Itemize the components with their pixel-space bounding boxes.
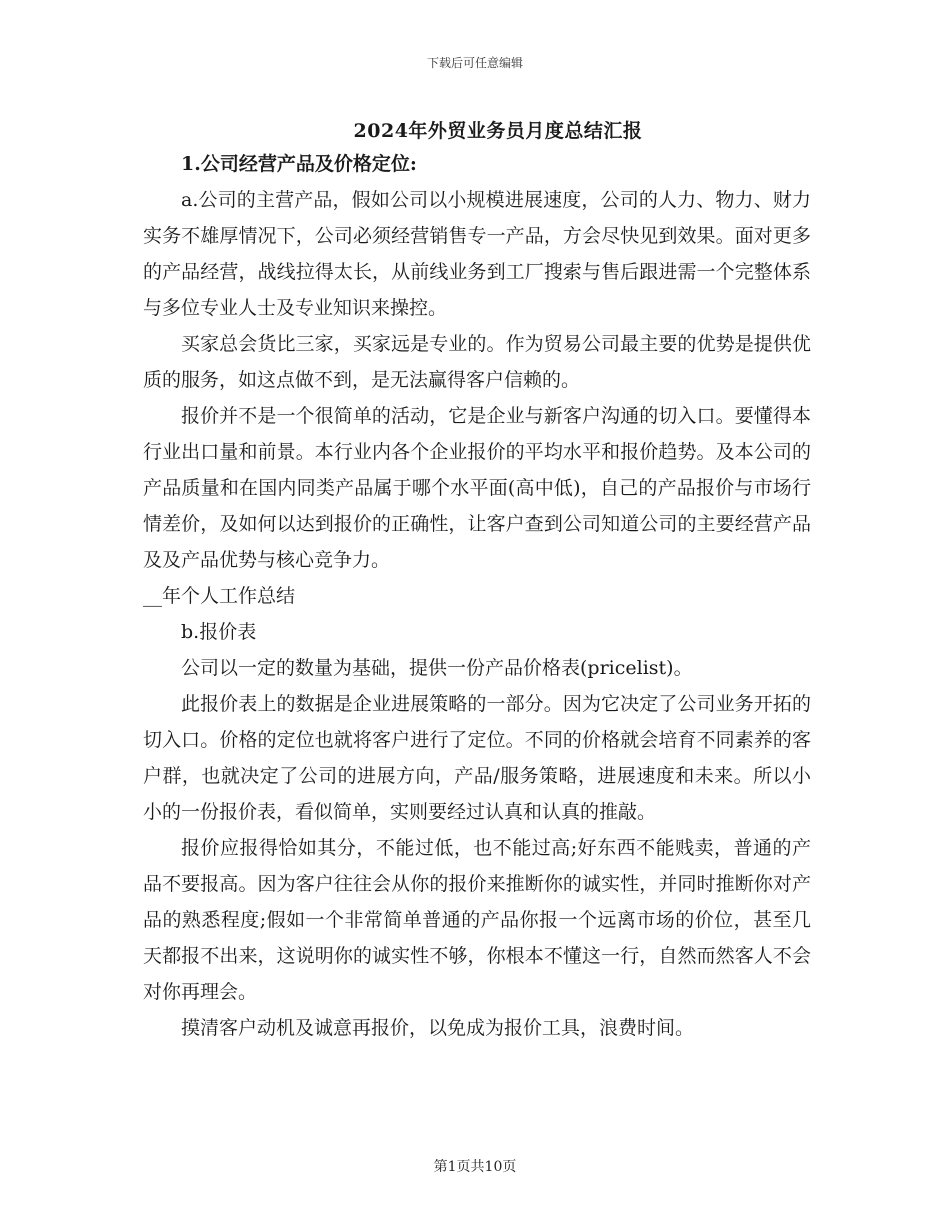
paragraph-price-list-strategy: 此报价表上的数据是企业进展策略的一部分。因为它决定了公司业务开拓的切入口。价格的定位也就将客户进行了定位。不同的价格就会培育不同素养的客户群，也就决定了公司的进展方向，产品/服务策略，进展速度和未来。所以小小的一份报价表，看似简单，实则要经过认真和认真的推敲。 xyxy=(143,693,811,823)
paragraph-quotation: 报价并不是一个很简单的活动，它是企业与新客户沟通的切入口。要懂得本行业出口量和前景。本行业内各个企业报价的平均水平和报价趋势。及本公司的产品质量和在国内同类产品属于哪个水平面(高中低)，自己的产品报价与市场行情差价，及如何以达到报价的正确性，让客户查到公司知道公司的主要经营产品及及产品优势与核心竞争力。 xyxy=(143,405,811,571)
paragraph-price-list-heading: b.报价表 xyxy=(181,621,257,643)
paragraph-summary-link: __年个人工作总结 xyxy=(143,585,296,607)
section-heading: 1.公司经营产品及价格定位: xyxy=(181,153,417,175)
document-title: 2024年外贸业务员月度总结汇报 xyxy=(353,120,643,142)
page-footer: 第1页共10页 xyxy=(433,1159,517,1175)
paragraph-price-list-intro: 公司以一定的数量为基础，提供一份产品价格表(pricelist)。 xyxy=(181,657,693,679)
paragraph-main-products: a.公司的主营产品，假如公司以小规模进展速度，公司的人力、物力、财力实务不雄厚情况下，公司必须经营销售专一产品，方会尽快见到效果。面对更多的产品经营，战线拉得太长，从前线业务到工厂搜索与售后跟进需一个完整体系与多位专业人士及专业知识来操控。 xyxy=(143,189,811,319)
paragraph-pricing-advice: 报价应报得恰如其分，不能过低，也不能过高;好东西不能贱卖，普通的产品不要报高。因为客户往往会从你的报价来推断你的诚实性，并同时推断你对产品的熟悉程度;假如一个非常简单普通的产品你报一个远离市场的价位，甚至几天都报不出来，这说明你的诚实性不够，你根本不懂这一行，自然而然客人不会对你再理会。 xyxy=(143,837,811,1003)
header-note: 下载后可任意编辑 xyxy=(426,56,523,70)
document-body xyxy=(143,146,811,1046)
paragraph-buyers: 买家总会货比三家，买家远是专业的。作为贸易公司最主要的优势是提供优质的服务，如这点做不到，是无法赢得客户信赖的。 xyxy=(143,333,811,391)
paragraph-customer-motive: 摸清客户动机及诚意再报价，以免成为报价工具，浪费时间。 xyxy=(181,1017,695,1039)
